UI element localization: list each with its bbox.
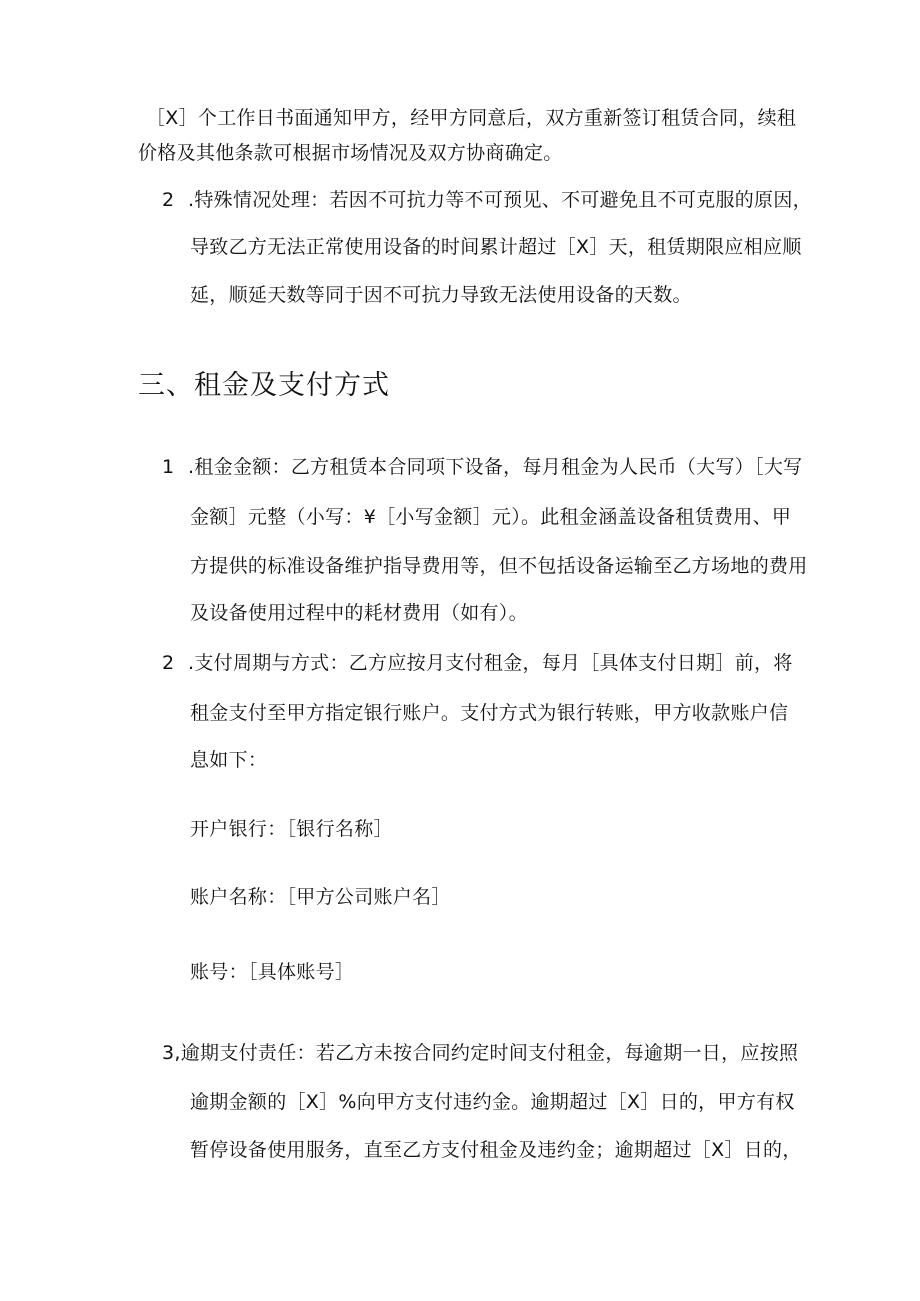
clause-line: 逾期金额的［X］%向甲方支付违约金。逾期超过［X］日的，甲方有权 bbox=[190, 1091, 795, 1113]
clause-line: 及设备使用过程中的耗材费用（如有）。 bbox=[190, 602, 528, 624]
account-name-field: 账户名称：［甲方公司账户名］ bbox=[190, 886, 451, 908]
section-heading: 三、租金及支付方式 bbox=[138, 370, 390, 401]
clause-line: 3,逾期支付责任：若乙方未按合同约定时间支付租金，每逾期一日，应按照 bbox=[162, 1042, 799, 1064]
bank-name-field: 开户银行：［银行名称］ bbox=[190, 818, 393, 840]
clause-line: .支付周期与方式：乙方应按月支付租金，每月［具体支付日期］前，将 bbox=[188, 652, 793, 674]
clause-number: 2 bbox=[162, 652, 175, 674]
clause-line: 息如下： bbox=[190, 749, 268, 771]
clause-line: .特殊情况处理：若因不可抗力等不可预见、不可避免且不可克服的原因， bbox=[188, 189, 812, 211]
intro-line-2: 价格及其他条款可根据市场情况及双方协商确定。 bbox=[138, 142, 563, 164]
clause-line: 延，顺延天数等同于因不可抗力导致无法使用设备的天数。 bbox=[190, 284, 692, 306]
clause-line: 租金支付至甲方指定银行账户。支付方式为银行转账，甲方收款账户信 bbox=[190, 702, 789, 724]
clause-line: 金额］元整（小写：¥［小写金额］元）。此租金涵盖设备租赁费用、甲 bbox=[190, 506, 792, 528]
intro-line-1: ［X］个工作日书面通知甲方，经甲方同意后，双方重新签订租赁合同，续租 bbox=[146, 107, 797, 129]
clause-number: 1 bbox=[162, 456, 175, 478]
clause-line: .租金金额：乙方租赁本合同项下设备，每月租金为人民币（大写）［大写 bbox=[188, 456, 803, 478]
clause-number: 2 bbox=[162, 189, 175, 211]
account-number-field: 账号：［具体账号］ bbox=[190, 961, 355, 983]
clause-line: 导致乙方无法正常使用设备的时间累计超过［X］天，租赁期限应相应顺 bbox=[190, 236, 802, 258]
clause-line: 方提供的标准设备维护指导费用等，但不包括设备运输至乙方场地的费用 bbox=[190, 555, 808, 577]
clause-line: 暂停设备使用服务，直至乙方支付租金及违约金；逾期超过［X］日的， bbox=[190, 1139, 802, 1161]
